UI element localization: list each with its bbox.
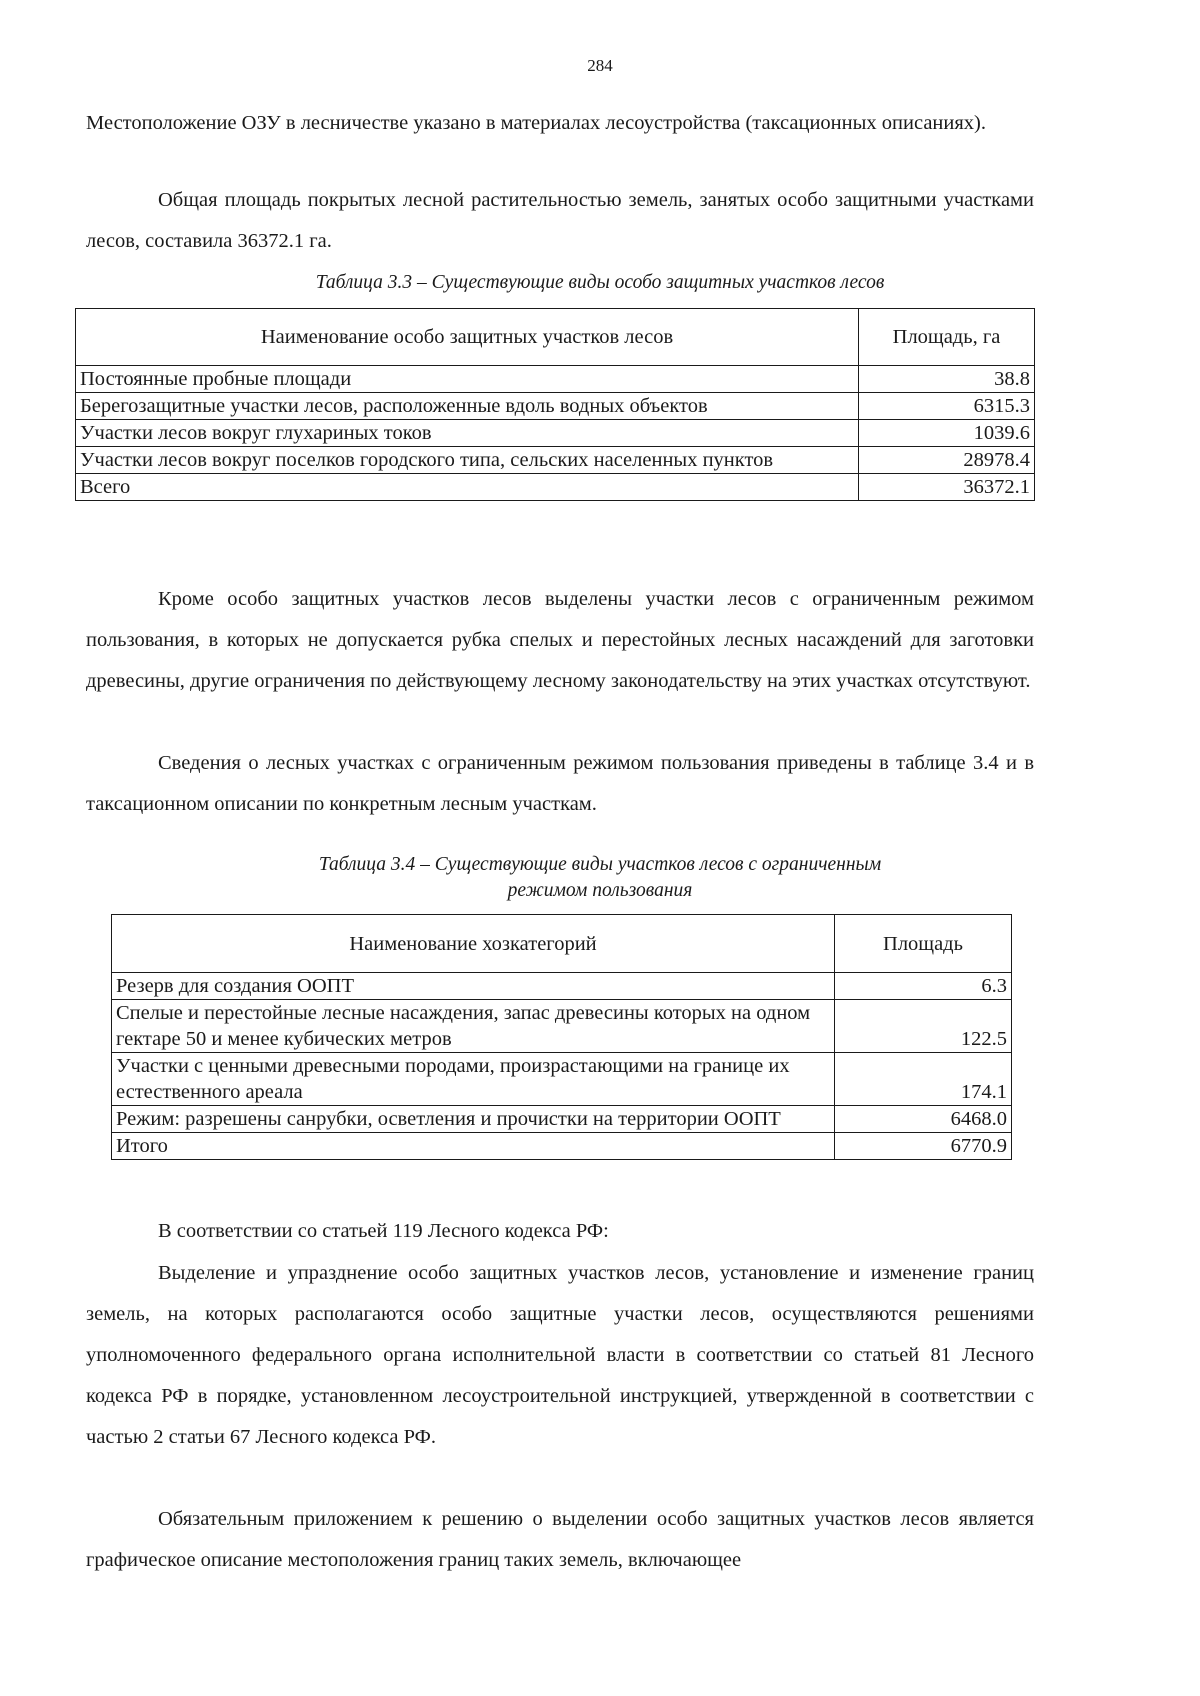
row-name: Итого <box>112 1133 835 1160</box>
row-name: Участки лесов вокруг поселков городского типа, сельских населенных пунктов <box>76 447 859 474</box>
row-name: Резерв для создания ООПТ <box>112 973 835 1000</box>
paragraph-table-3-4-reference: Сведения о лесных участках с ограниченным режимом пользования приведены в таблице 3.4 и в таксационном описании по конкретным лесным участкам. <box>86 752 1034 815</box>
table-header-row <box>76 309 1035 366</box>
table-row <box>76 447 1035 474</box>
table-3-3 <box>75 308 1035 501</box>
row-area: 38.8 <box>859 366 1035 393</box>
row-name: Спелые и перестойные лесные насаждения, запас древесины которых на одном гектаре 50 и менее кубических метров <box>112 1000 835 1053</box>
table-row <box>76 420 1035 447</box>
paragraph-allocation-procedure: Выделение и упразднение особо защитных участков лесов, установление и изменение границ земель, на которых располагаются особо защитные участки лесов, осуществляются решениями уполномоченного федерального органа исполнительной власти в соответствии со статьей 81 Лесного кодекса РФ в порядке, установленном лесоустроительной инструкцией, утвержденной в соответствии с частью 2 статьи 67 Лесного кодекса РФ. <box>86 1262 1034 1448</box>
page-number: 284 <box>587 56 613 75</box>
paragraph-ozu-location: Местоположение ОЗУ в лесничестве указано в материалах лесоустройства (таксационных описаниях). <box>86 112 986 134</box>
table-row <box>112 1106 1012 1133</box>
row-area: 6770.9 <box>835 1133 1012 1160</box>
table-header-name: Наименование особо защитных участков лесов <box>76 309 859 366</box>
paragraph-restricted-areas: Кроме особо защитных участков лесов выделены участки лесов с ограниченным режимом пользования, в которых не допускается рубка спелых и перестойных лесных насаждений для заготовки древесины, другие ограничения по действующему лесному законодательству на этих участках отсутствуют. <box>86 588 1034 692</box>
paragraph-article-119: В соответствии со статьей 119 Лесного кодекса РФ: <box>158 1220 609 1242</box>
table-3-4 <box>111 914 1012 1160</box>
row-name: Участки с ценными древесными породами, произрастающими на границе их естественного ареала <box>112 1053 835 1106</box>
row-area: 36372.1 <box>859 474 1035 501</box>
table-3-3-caption: Таблица 3.3 – Существующие виды особо защитных участков лесов <box>315 272 885 293</box>
table-header-area: Площадь <box>835 915 1012 973</box>
table-row <box>76 366 1035 393</box>
table-3-4-caption-line2: режимом пользования <box>507 880 693 901</box>
paragraph-mandatory-appendix: Обязательным приложением к решению о выделении особо защитных участков лесов является графическое описание местоположения границ таких земель, включающее <box>86 1508 1034 1571</box>
table-row <box>112 1053 1012 1106</box>
table-3-4-caption-line1: Таблица 3.4 – Существующие виды участков лесов с ограниченным <box>318 854 882 875</box>
table-total-row <box>76 474 1035 501</box>
table-header-row <box>112 915 1012 973</box>
row-name: Постоянные пробные площади <box>76 366 859 393</box>
row-name: Участки лесов вокруг глухариных токов <box>76 420 859 447</box>
row-area: 6315.3 <box>859 393 1035 420</box>
row-name: Режим: разрешены санрубки, осветления и прочистки на территории ООПТ <box>112 1106 835 1133</box>
row-area: 6468.0 <box>835 1106 1012 1133</box>
table-row <box>76 393 1035 420</box>
row-area: 174.1 <box>835 1053 1012 1106</box>
row-area: 1039.6 <box>859 420 1035 447</box>
table-header-area: Площадь, га <box>859 309 1035 366</box>
table-total-row <box>112 1133 1012 1160</box>
row-name: Берегозащитные участки лесов, расположенные вдоль водных объектов <box>76 393 859 420</box>
row-area: 122.5 <box>835 1000 1012 1053</box>
paragraph-total-area: Общая площадь покрытых лесной растительностью земель, занятых особо защитными участками лесов, составила 36372.1 га. <box>86 189 1034 252</box>
row-area: 6.3 <box>835 973 1012 1000</box>
table-row <box>112 973 1012 1000</box>
row-area: 28978.4 <box>859 447 1035 474</box>
table-header-name: Наименование хозкатегорий <box>112 915 835 973</box>
row-name: Всего <box>76 474 859 501</box>
table-row <box>112 1000 1012 1053</box>
